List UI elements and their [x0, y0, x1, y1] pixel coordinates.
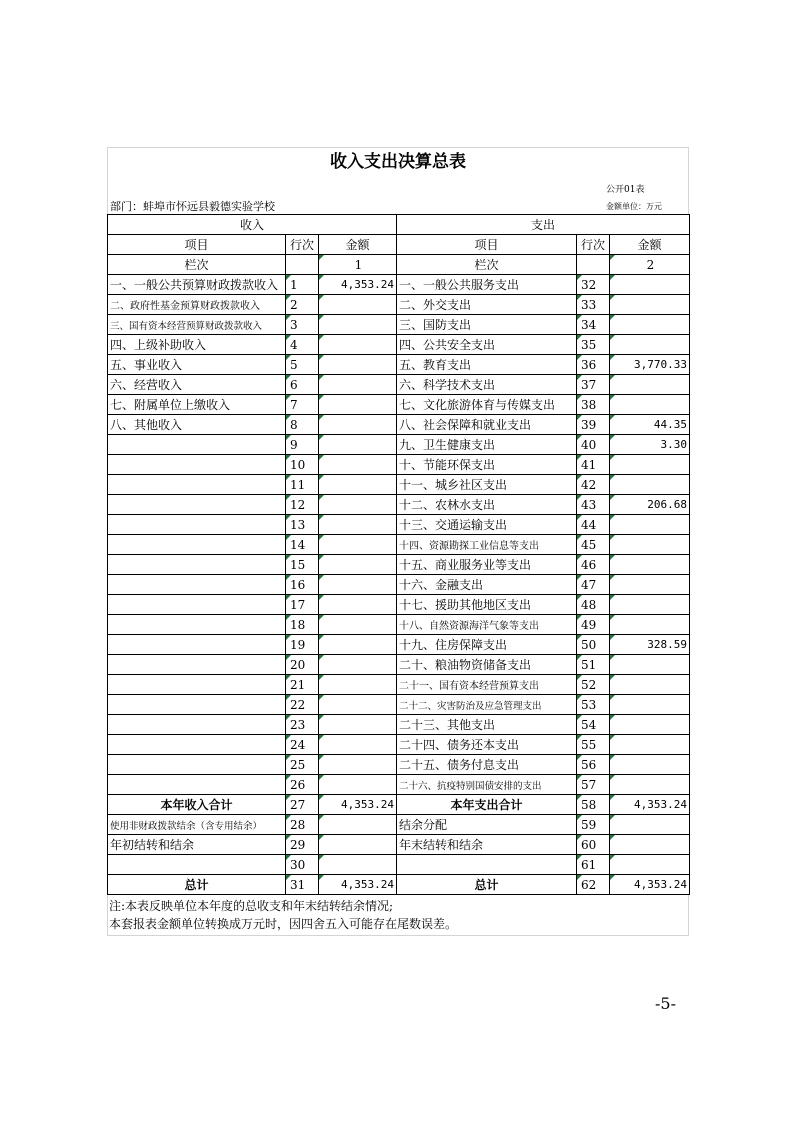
income-line-number: 2	[286, 295, 319, 315]
expense-line-number: 62	[577, 875, 610, 895]
income-amount	[319, 655, 397, 675]
expense-item: 六、科学技术支出	[397, 375, 577, 395]
table-row	[108, 495, 690, 515]
expense-amount	[610, 515, 690, 535]
table-row	[108, 315, 690, 335]
expense-amount	[610, 275, 690, 295]
income-line-number: 4	[286, 335, 319, 355]
income-amount	[319, 595, 397, 615]
expense-item: 十九、住房保障支出	[397, 635, 577, 655]
income-item: 二、政府性基金预算财政拨款收入	[108, 295, 286, 315]
note-line: 注:本表反映单位本年度的总收支和年末结转结余情况;	[109, 899, 394, 913]
expense-line-number: 53	[577, 695, 610, 715]
income-amount	[319, 835, 397, 855]
table-row	[108, 575, 690, 595]
expense-item: 十一、城乡社区支出	[397, 475, 577, 495]
expense-item: 十六、金融支出	[397, 575, 577, 595]
expense-line-number: 57	[577, 775, 610, 795]
income-line-number: 25	[286, 755, 319, 775]
income-item: 使用非财政拨款结余（含专用结余）	[108, 815, 286, 835]
table-row	[108, 275, 690, 295]
income-line-number: 23	[286, 715, 319, 735]
income-line-number: 20	[286, 655, 319, 675]
income-item	[108, 515, 286, 535]
page-number: -5-	[655, 994, 676, 1013]
income-amount	[319, 855, 397, 875]
table-row	[108, 655, 690, 675]
expense-item: 四、公共安全支出	[397, 335, 577, 355]
income-line-number: 21	[286, 675, 319, 695]
expense-line-number: 38	[577, 395, 610, 415]
income-amount	[319, 775, 397, 795]
form-number-row	[107, 176, 689, 196]
table-row	[108, 555, 690, 575]
table-row	[108, 455, 690, 475]
income-column-label: 栏次	[108, 255, 286, 275]
table-row	[108, 635, 690, 655]
table-row	[108, 755, 690, 775]
expense-amount	[610, 375, 690, 395]
expense-line-number: 39	[577, 415, 610, 435]
report-sheet	[107, 147, 689, 936]
income-item: 六、经营收入	[108, 375, 286, 395]
table-row	[108, 715, 690, 735]
section-header-row	[108, 215, 690, 235]
expense-item	[397, 855, 577, 875]
expense-line-number: 40	[577, 435, 610, 455]
table-row	[108, 415, 690, 435]
expense-line-number: 61	[577, 855, 610, 875]
expense-amount	[610, 295, 690, 315]
expense-amount	[610, 755, 690, 775]
expense-item: 十、节能环保支出	[397, 455, 577, 475]
income-line-number: 24	[286, 735, 319, 755]
expense-amount	[610, 855, 690, 875]
expense-line-number: 46	[577, 555, 610, 575]
expense-line-number: 37	[577, 375, 610, 395]
table-row	[108, 835, 690, 855]
income-line-number: 30	[286, 855, 319, 875]
income-amount	[319, 415, 397, 435]
expense-item: 九、卫生健康支出	[397, 435, 577, 455]
income-item: 七、附属单位上缴收入	[108, 395, 286, 415]
income-amount	[319, 635, 397, 655]
income-line-number: 1	[286, 275, 319, 295]
income-item	[108, 715, 286, 735]
expense-amount	[610, 555, 690, 575]
income-line-number: 18	[286, 615, 319, 635]
income-item	[108, 555, 286, 575]
income-column-line-blank	[286, 255, 319, 275]
expense-line-header: 行次	[577, 235, 610, 255]
expense-item: 二十三、其他支出	[397, 715, 577, 735]
table-row	[108, 335, 690, 355]
expense-column-number: 2	[610, 255, 690, 275]
income-line-number: 5	[286, 355, 319, 375]
expense-line-number: 35	[577, 335, 610, 355]
income-amount	[319, 815, 397, 835]
expense-amount	[610, 595, 690, 615]
income-line-number: 10	[286, 455, 319, 475]
income-line-number: 31	[286, 875, 319, 895]
expense-line-number: 54	[577, 715, 610, 735]
income-item: 五、事业收入	[108, 355, 286, 375]
expense-item: 十八、自然资源海洋气象等支出	[397, 615, 577, 635]
column-number-row	[108, 255, 690, 275]
income-item: 总计	[108, 875, 286, 895]
expense-item: 总计	[397, 875, 577, 895]
income-amount	[319, 335, 397, 355]
expense-line-number: 33	[577, 295, 610, 315]
income-amount-header: 金额	[319, 235, 397, 255]
expense-amount	[610, 335, 690, 355]
table-row	[108, 775, 690, 795]
expense-amount	[610, 655, 690, 675]
expense-amount	[610, 835, 690, 855]
income-amount	[319, 515, 397, 535]
expense-amount: 328.59	[610, 635, 690, 655]
expense-amount	[610, 675, 690, 695]
expense-line-number: 60	[577, 835, 610, 855]
income-item	[108, 575, 286, 595]
income-item	[108, 855, 286, 875]
expense-line-number: 43	[577, 495, 610, 515]
income-line-number: 8	[286, 415, 319, 435]
income-item	[108, 675, 286, 695]
income-item	[108, 495, 286, 515]
income-amount	[319, 555, 397, 575]
department-label: 部门：蚌埠市怀远县毅德实验学校	[110, 200, 275, 213]
expense-line-number: 36	[577, 355, 610, 375]
expense-item: 本年支出合计	[397, 795, 577, 815]
expense-amount	[610, 695, 690, 715]
income-amount	[319, 615, 397, 635]
income-amount	[319, 715, 397, 735]
income-line-number: 29	[286, 835, 319, 855]
income-amount	[319, 675, 397, 695]
expense-item: 十七、援助其他地区支出	[397, 595, 577, 615]
income-item	[108, 755, 286, 775]
expense-line-number: 59	[577, 815, 610, 835]
expense-line-number: 42	[577, 475, 610, 495]
expense-item: 十四、资源勘探工业信息等支出	[397, 535, 577, 555]
income-item	[108, 655, 286, 675]
expense-line-number: 50	[577, 635, 610, 655]
income-amount: 4,353.24	[319, 875, 397, 895]
expense-column-line-blank	[577, 255, 610, 275]
table-row	[108, 475, 690, 495]
expense-item: 三、国防支出	[397, 315, 577, 335]
income-amount	[319, 535, 397, 555]
income-line-number: 7	[286, 395, 319, 415]
income-item	[108, 455, 286, 475]
expense-item: 五、教育支出	[397, 355, 577, 375]
expense-amount: 4,353.24	[610, 875, 690, 895]
expense-amount	[610, 815, 690, 835]
expense-amount	[610, 775, 690, 795]
income-line-header: 行次	[286, 235, 319, 255]
expense-item: 八、社会保障和就业支出	[397, 415, 577, 435]
expense-line-number: 58	[577, 795, 610, 815]
expense-item: 一、一般公共服务支出	[397, 275, 577, 295]
expense-column-label: 栏次	[397, 255, 577, 275]
table-row	[108, 375, 690, 395]
income-amount	[319, 575, 397, 595]
expense-amount	[610, 395, 690, 415]
table-row	[108, 355, 690, 375]
expense-line-number: 45	[577, 535, 610, 555]
income-amount	[319, 735, 397, 755]
income-line-number: 6	[286, 375, 319, 395]
expense-amount	[610, 575, 690, 595]
income-line-number: 13	[286, 515, 319, 535]
expense-section-header: 支出	[397, 215, 690, 235]
expense-amount: 44.35	[610, 415, 690, 435]
expense-item: 二十、粮油物资储备支出	[397, 655, 577, 675]
expense-amount: 3,770.33	[610, 355, 690, 375]
income-line-number: 11	[286, 475, 319, 495]
table-row	[108, 695, 690, 715]
income-line-number: 22	[286, 695, 319, 715]
table-row	[108, 615, 690, 635]
department-row	[107, 196, 689, 214]
income-amount	[319, 355, 397, 375]
income-amount	[319, 375, 397, 395]
income-item	[108, 695, 286, 715]
income-section-header: 收入	[108, 215, 397, 235]
income-item: 本年收入合计	[108, 795, 286, 815]
expense-item: 结余分配	[397, 815, 577, 835]
expense-line-number: 49	[577, 615, 610, 635]
table-row	[108, 595, 690, 615]
expense-line-number: 52	[577, 675, 610, 695]
report-title: 收入支出决算总表	[107, 147, 689, 176]
income-item	[108, 775, 286, 795]
note-line: 本套报表金额单位转换成万元时，因四舍五入可能存在尾数误差。	[109, 917, 458, 931]
income-amount	[319, 395, 397, 415]
income-item	[108, 635, 286, 655]
notes	[107, 895, 689, 936]
expense-line-number: 51	[577, 655, 610, 675]
expense-line-number: 44	[577, 515, 610, 535]
income-item: 八、其他收入	[108, 415, 286, 435]
income-line-number: 19	[286, 635, 319, 655]
table-row	[108, 515, 690, 535]
expense-amount	[610, 715, 690, 735]
expense-item: 二十二、灾害防治及应急管理支出	[397, 695, 577, 715]
expense-item: 十五、商业服务业等支出	[397, 555, 577, 575]
expense-line-number: 55	[577, 735, 610, 755]
income-line-number: 27	[286, 795, 319, 815]
income-line-number: 26	[286, 775, 319, 795]
table-row	[108, 815, 690, 835]
income-amount	[319, 495, 397, 515]
income-item-header: 项目	[108, 235, 286, 255]
expense-item: 年末结转和结余	[397, 835, 577, 855]
expense-amount: 4,353.24	[610, 795, 690, 815]
table-row	[108, 535, 690, 555]
income-item	[108, 595, 286, 615]
expense-item: 二十四、债务还本支出	[397, 735, 577, 755]
expense-amount-header: 金额	[610, 235, 690, 255]
income-item: 年初结转和结余	[108, 835, 286, 855]
expense-item: 十二、农林水支出	[397, 495, 577, 515]
expense-amount	[610, 735, 690, 755]
expense-line-number: 34	[577, 315, 610, 335]
expense-line-number: 32	[577, 275, 610, 295]
income-line-number: 9	[286, 435, 319, 455]
expense-item-header: 项目	[397, 235, 577, 255]
expense-item: 十三、交通运输支出	[397, 515, 577, 535]
income-amount	[319, 695, 397, 715]
income-amount	[319, 475, 397, 495]
income-item	[108, 615, 286, 635]
income-line-number: 3	[286, 315, 319, 335]
income-item	[108, 535, 286, 555]
expense-item: 二、外交支出	[397, 295, 577, 315]
income-amount	[319, 295, 397, 315]
expense-line-number: 47	[577, 575, 610, 595]
income-column-number: 1	[319, 255, 397, 275]
expense-line-number: 41	[577, 455, 610, 475]
income-item: 三、国有资本经营预算财政拨款收入	[108, 315, 286, 335]
income-amount: 4,353.24	[319, 275, 397, 295]
expense-item: 二十一、国有资本经营预算支出	[397, 675, 577, 695]
income-line-number: 12	[286, 495, 319, 515]
expense-amount: 206.68	[610, 495, 690, 515]
income-line-number: 15	[286, 555, 319, 575]
income-expense-table	[107, 214, 690, 895]
income-amount	[319, 455, 397, 475]
expense-item: 二十六、抗疫特别国债安排的支出	[397, 775, 577, 795]
expense-item: 七、文化旅游体育与传媒支出	[397, 395, 577, 415]
table-row	[108, 435, 690, 455]
expense-amount: 3.30	[610, 435, 690, 455]
income-item: 一、一般公共预算财政拨款收入	[108, 275, 286, 295]
table-row	[108, 395, 690, 415]
expense-amount	[610, 455, 690, 475]
income-item	[108, 435, 286, 455]
income-item	[108, 475, 286, 495]
income-line-number: 17	[286, 595, 319, 615]
income-amount	[319, 755, 397, 775]
expense-amount	[610, 315, 690, 335]
grand-total-row	[108, 875, 690, 895]
form-number: 公开01表	[606, 185, 645, 195]
table-row	[108, 855, 690, 875]
expense-amount	[610, 615, 690, 635]
table-row	[108, 735, 690, 755]
income-line-number: 16	[286, 575, 319, 595]
income-line-number: 28	[286, 815, 319, 835]
expense-line-number: 56	[577, 755, 610, 775]
column-header-row	[108, 235, 690, 255]
income-amount	[319, 435, 397, 455]
expense-item: 二十五、债务付息支出	[397, 755, 577, 775]
annual-total-row	[108, 795, 690, 815]
amount-unit: 金额单位：万元	[606, 202, 662, 211]
expense-line-number: 48	[577, 595, 610, 615]
income-item: 四、上级补助收入	[108, 335, 286, 355]
income-amount	[319, 315, 397, 335]
income-line-number: 14	[286, 535, 319, 555]
table-row	[108, 295, 690, 315]
income-amount: 4,353.24	[319, 795, 397, 815]
expense-amount	[610, 535, 690, 555]
expense-amount	[610, 475, 690, 495]
table-row	[108, 675, 690, 695]
income-item	[108, 735, 286, 755]
